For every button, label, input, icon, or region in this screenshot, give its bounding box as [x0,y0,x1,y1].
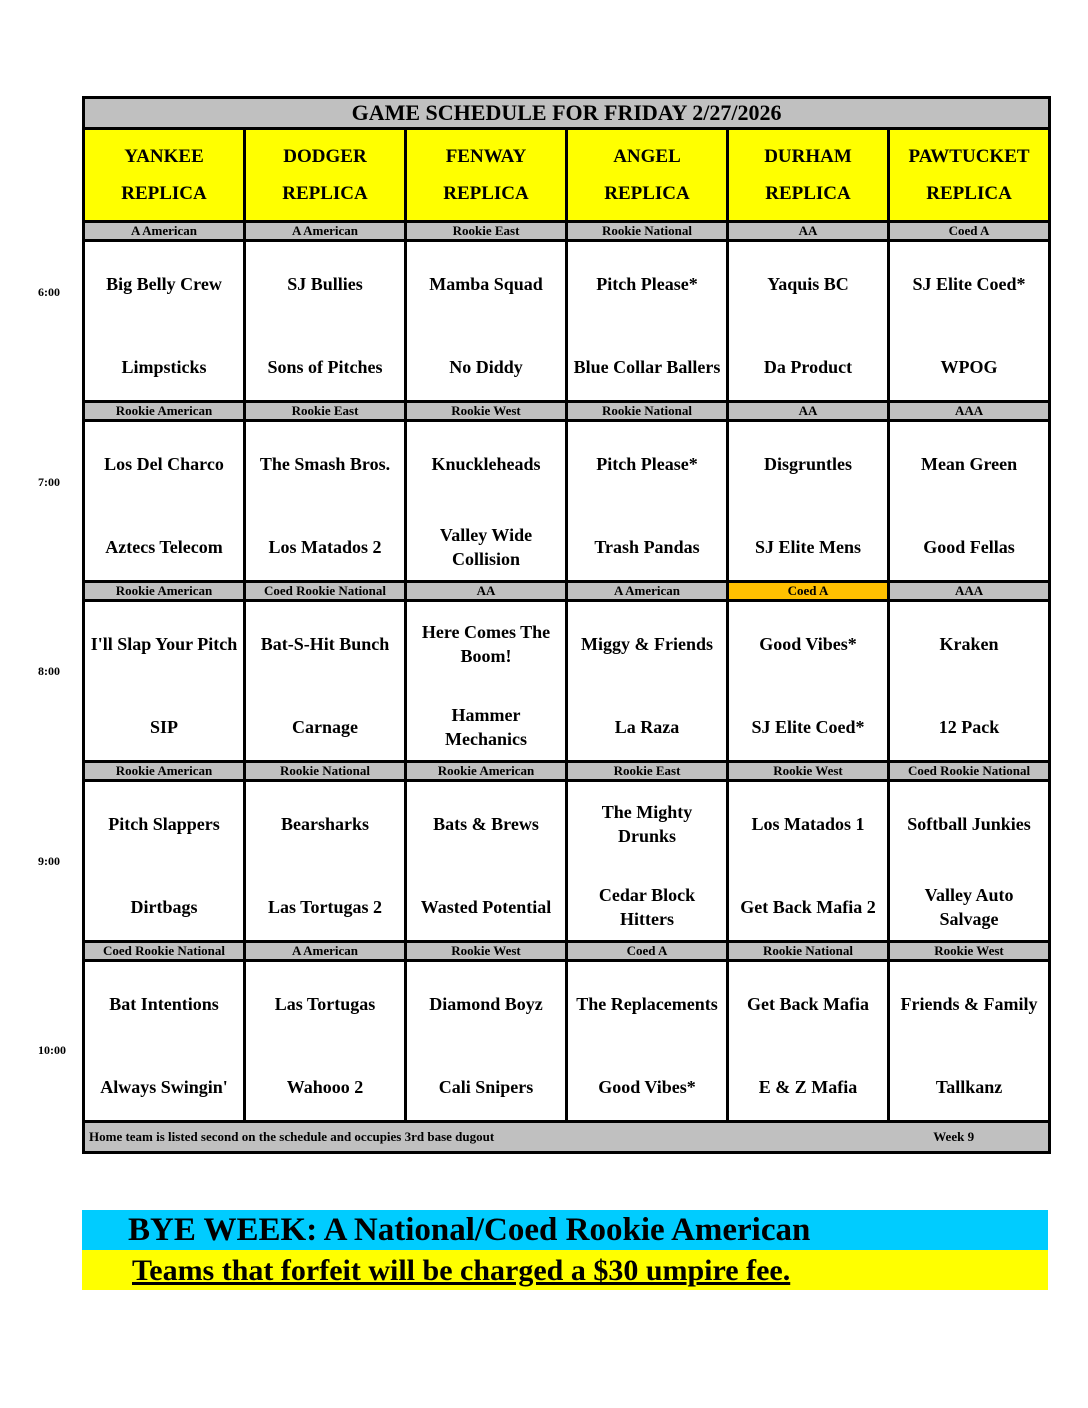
division-label: AAA [889,582,1050,601]
away-team: Mean Green [920,454,1018,474]
game-cell [84,421,245,582]
forfeit-notice: Teams that forfeit will be charged a $30 umpire fee. [82,1250,1048,1290]
game-cell [728,241,889,402]
game-cell [245,781,406,942]
away-team: Knuckleheads [431,454,541,474]
away-team: The Replacements [576,994,718,1014]
game-cell [567,781,728,942]
game-cell [728,601,889,762]
division-label: Coed Rookie National [84,942,245,961]
game-cell [406,601,567,762]
home-team: Trash Pandas [594,537,700,557]
away-team: Disgruntles [763,454,852,474]
division-label: Coed A [889,222,1050,241]
game-cell [84,601,245,762]
field-header [245,129,406,222]
home-team: SJ Elite Mens [755,537,861,557]
home-team: Good Fellas [923,537,1015,557]
field-name: ANGEL [613,146,681,167]
game-cell [567,601,728,762]
home-team: Valley Auto Salvage [924,885,1014,929]
away-team: Friends & Family [900,994,1038,1014]
away-team: Los Matados 1 [751,814,865,834]
schedule-sheet [82,96,1048,1154]
home-team: SJ Elite Coed* [751,717,865,737]
week-label: Week 9 [933,1129,975,1144]
home-team: Sons of Pitches [267,357,383,377]
home-team: Los Matados 2 [268,537,382,557]
time-label: 10:00 [38,1043,66,1057]
away-team: Pitch Slappers [108,814,220,834]
away-team: I'll Slap Your Pitch [90,634,238,654]
away-team: The Mighty Drunks [601,802,693,846]
division-label: A American [245,222,406,241]
home-team: Cedar Block Hitters [598,885,696,929]
field-subtitle: REPLICA [121,183,207,204]
away-team: Pitch Please* [596,274,698,294]
home-team: Tallkanz [935,1077,1003,1097]
away-team: Big Belly Crew [106,274,222,294]
away-team: Bat Intentions [109,994,219,1014]
home-team: Las Tortugas 2 [267,897,383,917]
away-team: Yaquis BC [767,274,849,294]
division-label: A American [84,222,245,241]
time-label: 6:00 [38,285,60,299]
game-cell [889,961,1050,1122]
home-team: Get Back Mafia 2 [740,897,876,917]
away-team: Here Comes The Boom! [421,622,551,666]
division-label: Coed A [567,942,728,961]
game-cell [567,421,728,582]
division-label: Coed Rookie National [245,582,406,601]
time-label: 8:00 [38,664,60,678]
away-team: The Smash Bros. [259,454,391,474]
division-label: Rookie West [889,942,1050,961]
home-team: Always Swingin' [100,1077,228,1097]
home-team: Hammer Mechanics [445,705,527,749]
home-team: Dirtbags [130,897,198,917]
field-header [728,129,889,222]
division-label: Rookie National [245,762,406,781]
field-header-row [84,129,1050,222]
time-label: 7:00 [38,474,60,489]
game-cell [406,781,567,942]
division-label: A American [245,942,406,961]
division-label: Rookie West [406,402,567,421]
game-row [84,601,1050,762]
home-team: Aztecs Telecom [105,537,223,557]
game-cell [728,781,889,942]
bye-week-banner: BYE WEEK: A National/Coed Rookie American [82,1210,1048,1250]
away-team: Bat-S-Hit Bunch [260,634,390,654]
game-cell [406,961,567,1122]
game-cell [245,961,406,1122]
away-team: Bearsharks [280,814,369,834]
footer-cell [84,1122,1050,1153]
division-row [84,402,1050,421]
game-row [84,241,1050,402]
field-header [406,129,567,222]
division-label: Coed A [728,582,889,601]
game-row [84,781,1050,942]
away-team: Good Vibes* [759,634,857,654]
home-team: Valley Wide Collision [439,525,533,569]
game-row [84,961,1050,1122]
game-cell [84,241,245,402]
away-team: SJ Elite Coed* [912,274,1026,294]
home-team: Wahooo 2 [286,1077,364,1097]
division-row [84,942,1050,961]
division-label: AA [728,222,889,241]
home-team: SIP [149,717,178,737]
game-cell [84,961,245,1122]
schedule-title: GAME SCHEDULE FOR FRIDAY 2/27/2026 [84,98,1050,129]
field-header [889,129,1050,222]
away-team: Get Back Mafia [747,994,869,1014]
division-label: Rookie East [245,402,406,421]
division-label: Rookie National [567,222,728,241]
division-label: AA [728,402,889,421]
field-name: DODGER [283,146,367,167]
home-team: Limpsticks [121,357,207,377]
home-team: Da Product [763,357,853,377]
game-cell [728,961,889,1122]
away-team: Las Tortugas [274,994,376,1014]
division-label: Rookie American [406,762,567,781]
game-cell [567,241,728,402]
division-label: Rookie West [728,762,889,781]
footer-row [84,1122,1050,1153]
field-subtitle: REPLICA [282,183,368,204]
away-team: Miggy & Friends [581,634,713,654]
field-name: YANKEE [124,146,204,167]
time-label: 9:00 [38,853,60,868]
away-team: Kraken [939,634,999,654]
division-row [84,762,1050,781]
away-team: Mamba Squad [429,274,543,294]
field-name: FENWAY [445,146,527,167]
division-row [84,222,1050,241]
field-subtitle: REPLICA [926,183,1012,204]
game-cell [406,421,567,582]
division-label: Rookie American [84,582,245,601]
division-label: AA [406,582,567,601]
home-team: Wasted Potential [420,897,552,917]
home-team: Blue Collar Ballers [573,357,721,377]
field-subtitle: REPLICA [765,183,851,204]
game-cell [406,241,567,402]
game-row [84,421,1050,582]
division-row [84,582,1050,601]
game-cell [889,241,1050,402]
field-header [84,129,245,222]
division-label: Rookie American [84,762,245,781]
away-team: Softball Junkies [907,814,1031,834]
home-team: Cali Snipers [438,1077,534,1097]
game-cell [245,421,406,582]
division-label: Rookie East [406,222,567,241]
division-label: Rookie National [728,942,889,961]
away-team: SJ Bullies [287,274,363,294]
division-label: AAA [889,402,1050,421]
game-cell [889,601,1050,762]
field-name: PAWTUCKET [908,146,1030,167]
home-team: WPOG [940,357,998,377]
game-cell [889,421,1050,582]
game-cell [245,241,406,402]
division-label: Coed Rookie National [889,762,1050,781]
home-team: 12 Pack [938,717,1000,737]
division-label: A American [567,582,728,601]
game-cell [567,961,728,1122]
away-team: Diamond Boyz [429,994,543,1014]
division-label: Rookie National [567,402,728,421]
division-label: Rookie West [406,942,567,961]
away-team: Pitch Please* [596,454,698,474]
division-label: Rookie East [567,762,728,781]
home-team: La Raza [614,717,680,737]
home-team: E & Z Mafia [758,1077,858,1097]
away-team: Bats & Brews [433,814,539,834]
field-subtitle: REPLICA [443,183,529,204]
home-team-note: Home team is listed second on the schedule and occupies 3rd base dugout [89,1129,495,1144]
home-team: Carnage [292,717,358,737]
division-label: Rookie American [84,402,245,421]
schedule-table [82,96,1051,1154]
field-subtitle: REPLICA [604,183,690,204]
game-cell [84,781,245,942]
game-cell [245,601,406,762]
game-cell [728,421,889,582]
home-team: Good Vibes* [598,1077,696,1097]
field-header [567,129,728,222]
field-name: DURHAM [764,146,852,167]
game-cell [889,781,1050,942]
away-team: Los Del Charco [104,454,224,474]
home-team: No Diddy [449,357,523,377]
